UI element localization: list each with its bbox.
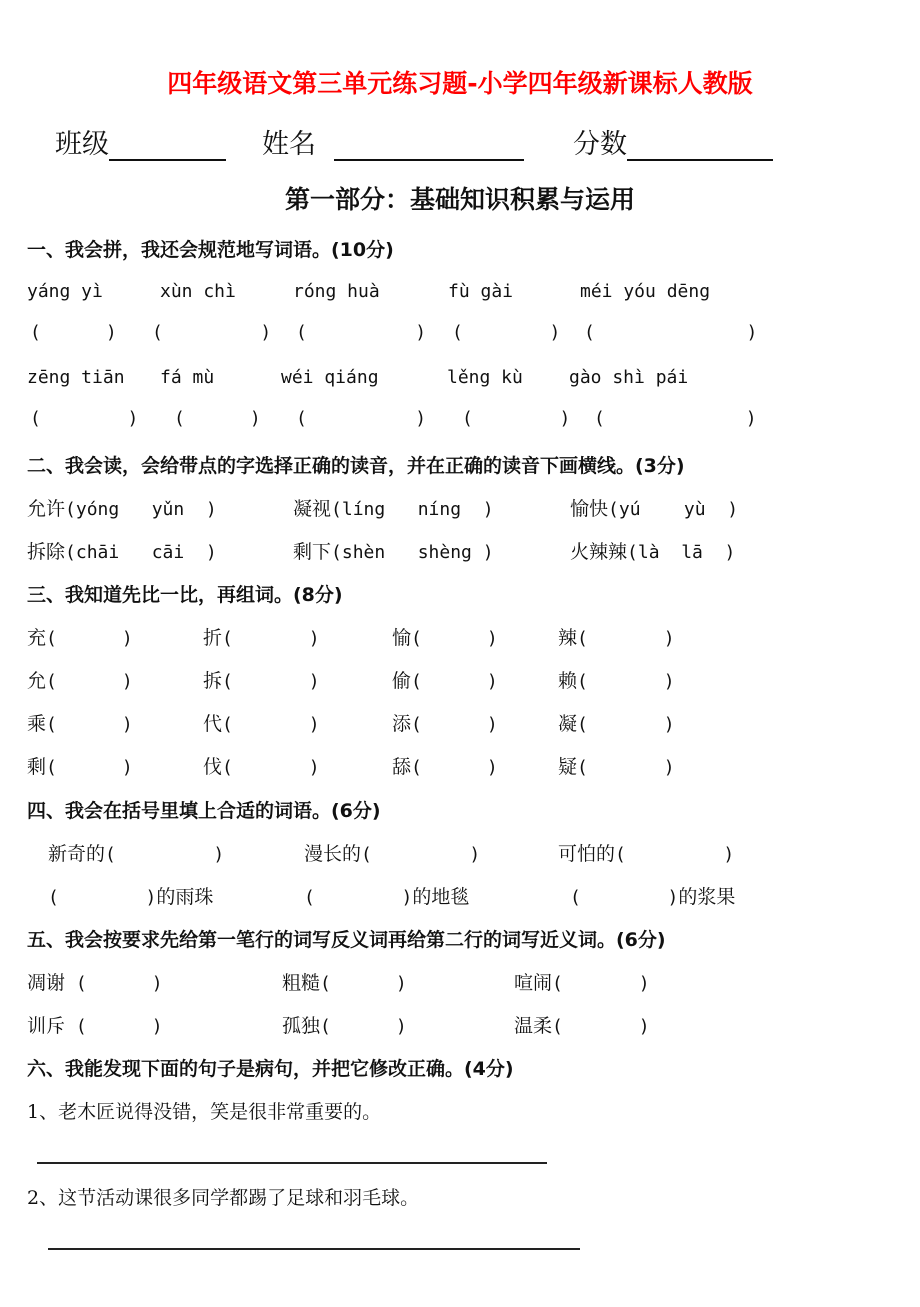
q3-item[interactable]: 折( ) [203,627,320,649]
q1-answer-blank[interactable]: ( ) [452,322,561,343]
q3-item[interactable]: 代( ) [203,713,320,735]
q5-item[interactable]: 训斥 ( ) [27,1015,163,1037]
q3-item[interactable]: 疑( ) [558,756,675,778]
q3-item[interactable]: 凝( ) [558,713,675,735]
name-blank[interactable] [334,131,524,161]
score-label: 分数 [573,129,627,160]
q5-item[interactable]: 凋谢 ( ) [27,972,163,994]
class-field [55,122,226,161]
q1-answer-blank[interactable]: ( ) [296,408,427,429]
q3-item[interactable]: 辣( ) [558,627,675,649]
q5-item[interactable]: 温柔( ) [514,1015,650,1037]
q1-answer-blank[interactable]: ( ) [584,322,758,343]
q3-item[interactable]: 拆( ) [203,670,320,692]
q3-character: 偷 [392,670,412,692]
q3-character: 凝 [558,713,578,735]
q4-item[interactable]: ( )的浆果 [570,886,736,908]
q2-item: 凝视(líng níng ) [293,498,494,520]
q4-item[interactable]: ( )的雨珠 [48,886,214,908]
q5-item[interactable]: 喧闹( ) [514,972,650,994]
class-blank[interactable] [109,131,226,161]
score-blank[interactable] [627,131,773,161]
q1-pinyin-10: gào shì pái [569,367,689,388]
q1-pinyin-5: méi yóu dēng [580,281,711,302]
q3-item[interactable]: 愉( ) [392,627,498,649]
q3-item[interactable]: 偷( ) [392,670,498,692]
q3-item[interactable]: 添( ) [392,713,498,735]
class-label: 班级 [55,129,109,160]
q4-item[interactable]: 漫长的( ) [304,843,481,865]
q6-answer-line-1[interactable] [37,1162,547,1164]
name-label: 姓名 [262,129,316,160]
q5-item[interactable]: 粗糙( ) [282,972,407,994]
q3-character: 拆 [203,670,223,692]
q2-item: 火辣辣(là lā ) [570,541,736,563]
q6-answer-line-2[interactable] [48,1248,580,1250]
q5-heading: 五、我会按要求先给第一笔行的词写反义词再给第二行的词写近义词。(6分) [27,929,666,951]
q3-character: 剩 [27,756,47,778]
q1-pinyin-3: róng huà [293,281,380,302]
q1-answer-blank[interactable]: ( ) [594,408,757,429]
q2-item: 允许(yóng yǔn ) [27,498,217,520]
q4-item[interactable]: 新奇的( ) [48,843,225,865]
q1-pinyin-7: fá mù [160,367,215,388]
q6-sentence-2: 2、这节活动课很多同学都踢了足球和羽毛球。 [27,1187,420,1209]
q1-pinyin-9: lěng kù [447,367,523,388]
q3-item[interactable]: 剩( ) [27,756,133,778]
q1-pinyin-4: fù gài [448,281,514,302]
q1-pinyin-6: zēng tiān [27,367,125,388]
q3-character: 赖 [558,670,578,692]
q3-item[interactable]: 乘( ) [27,713,133,735]
q4-item[interactable]: ( )的地毯 [304,886,470,908]
q2-heading: 二、我会读，会给带点的字选择正确的读音，并在正确的读音下画横线。(3分) [27,455,685,477]
q1-heading: 一、我会拼，我还会规范地写词语。(10分) [27,239,394,261]
q5-item[interactable]: 孤独( ) [282,1015,407,1037]
q3-item[interactable]: 舔( ) [392,756,498,778]
q3-character: 愉 [392,627,412,649]
q3-item[interactable]: 伐( ) [203,756,320,778]
name-field [262,122,524,161]
q3-item[interactable]: 允( ) [27,670,133,692]
q4-heading: 四、我会在括号里填上合适的词语。(6分) [27,800,381,822]
q3-character: 充 [27,627,47,649]
q6-sentence-1: 1、老木匠说得没错，笑是很非常重要的。 [27,1101,382,1123]
score-field [573,122,773,161]
q3-heading: 三、我知道先比一比，再组词。(8分) [27,584,343,606]
q3-character: 辣 [558,627,578,649]
q1-answer-blank[interactable]: ( ) [152,322,272,343]
q3-item[interactable]: 赖( ) [558,670,675,692]
q3-character: 折 [203,627,223,649]
q2-item: 剩下(shèn shèng ) [293,541,494,563]
q2-item: 愉快(yú yù ) [570,498,739,520]
q1-pinyin-1: yáng yì [27,281,103,302]
q1-answer-blank[interactable]: ( ) [30,408,139,429]
q4-item[interactable]: 可怕的( ) [558,843,735,865]
q3-character: 代 [203,713,223,735]
q6-heading: 六、我能发现下面的句子是病句，并把它修改正确。(4分) [27,1058,514,1080]
q1-answer-blank[interactable]: ( ) [462,408,571,429]
q1-pinyin-8: wéi qiáng [281,367,379,388]
q3-character: 舔 [392,756,412,778]
q3-character: 添 [392,713,412,735]
q3-character: 疑 [558,756,578,778]
q3-character: 乘 [27,713,47,735]
q2-item: 拆除(chāi cāi ) [27,541,217,563]
q3-item[interactable]: 充( ) [27,627,133,649]
q1-answer-blank[interactable]: ( ) [30,322,117,343]
worksheet-title: 四年级语文第三单元练习题-小学四年级新课标人教版 [167,69,753,98]
q1-answer-blank[interactable]: ( ) [296,322,427,343]
part1-title: 第一部分：基础知识积累与运用 [284,185,635,214]
q1-answer-blank[interactable]: ( ) [174,408,261,429]
q3-character: 允 [27,670,47,692]
q1-pinyin-2: xùn chì [160,281,236,302]
q3-character: 伐 [203,756,223,778]
